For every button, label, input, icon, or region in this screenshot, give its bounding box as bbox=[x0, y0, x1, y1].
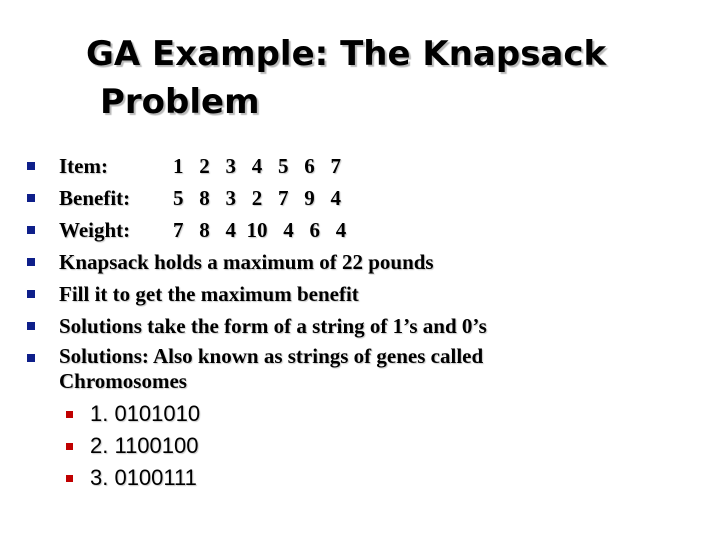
chromosome-examples-list bbox=[66, 400, 200, 496]
chromosome-example bbox=[66, 464, 200, 496]
title-line-2: Problem bbox=[100, 82, 260, 122]
bullet-weight-row bbox=[27, 216, 579, 248]
chromosome-example bbox=[66, 432, 200, 464]
goal-text: Fill it to get the maximum benefit bbox=[59, 282, 359, 306]
square-bullet-icon bbox=[27, 226, 35, 234]
bullet-capacity bbox=[27, 248, 579, 280]
square-bullet-icon bbox=[27, 162, 35, 170]
bullet-list bbox=[27, 152, 579, 394]
square-bullet-icon bbox=[66, 411, 73, 418]
bullet-item-row bbox=[27, 152, 579, 184]
weight-label: Weight: bbox=[59, 218, 131, 242]
item-values: 1 2 3 4 5 6 7 bbox=[173, 154, 341, 178]
square-bullet-icon bbox=[27, 322, 35, 330]
bullet-solution-form bbox=[27, 312, 579, 344]
chromosome-example-text: 3. 0100111 bbox=[90, 465, 197, 490]
bullet-benefit-row bbox=[27, 184, 579, 216]
item-label: Item: bbox=[59, 154, 108, 178]
chromosome-example-text: 1. 0101010 bbox=[90, 401, 201, 426]
square-bullet-icon bbox=[66, 475, 73, 482]
benefit-label: Benefit: bbox=[59, 186, 131, 210]
slide-title bbox=[86, 30, 686, 126]
chromosome-example-text: 2. 1100100 bbox=[90, 433, 199, 458]
solution-form-text: Solutions take the form of a string of 1’s and 0’s bbox=[59, 314, 487, 338]
square-bullet-icon bbox=[27, 194, 35, 202]
chromosomes-text: Solutions: Also known as strings of genes called Chromosomes bbox=[59, 344, 484, 393]
bullet-goal bbox=[27, 280, 579, 312]
square-bullet-icon bbox=[66, 443, 73, 450]
bullet-chromosomes bbox=[27, 344, 579, 394]
square-bullet-icon bbox=[27, 258, 35, 266]
square-bullet-icon bbox=[27, 290, 35, 298]
capacity-text: Knapsack holds a maximum of 22 pounds bbox=[59, 250, 434, 274]
chromosome-example bbox=[66, 400, 200, 432]
title-line-1: GA Example: The Knapsack bbox=[86, 34, 607, 74]
weight-values: 7 8 4 10 4 6 4 bbox=[173, 218, 347, 242]
square-bullet-icon bbox=[27, 354, 35, 362]
benefit-values: 5 8 3 2 7 9 4 bbox=[173, 186, 341, 210]
